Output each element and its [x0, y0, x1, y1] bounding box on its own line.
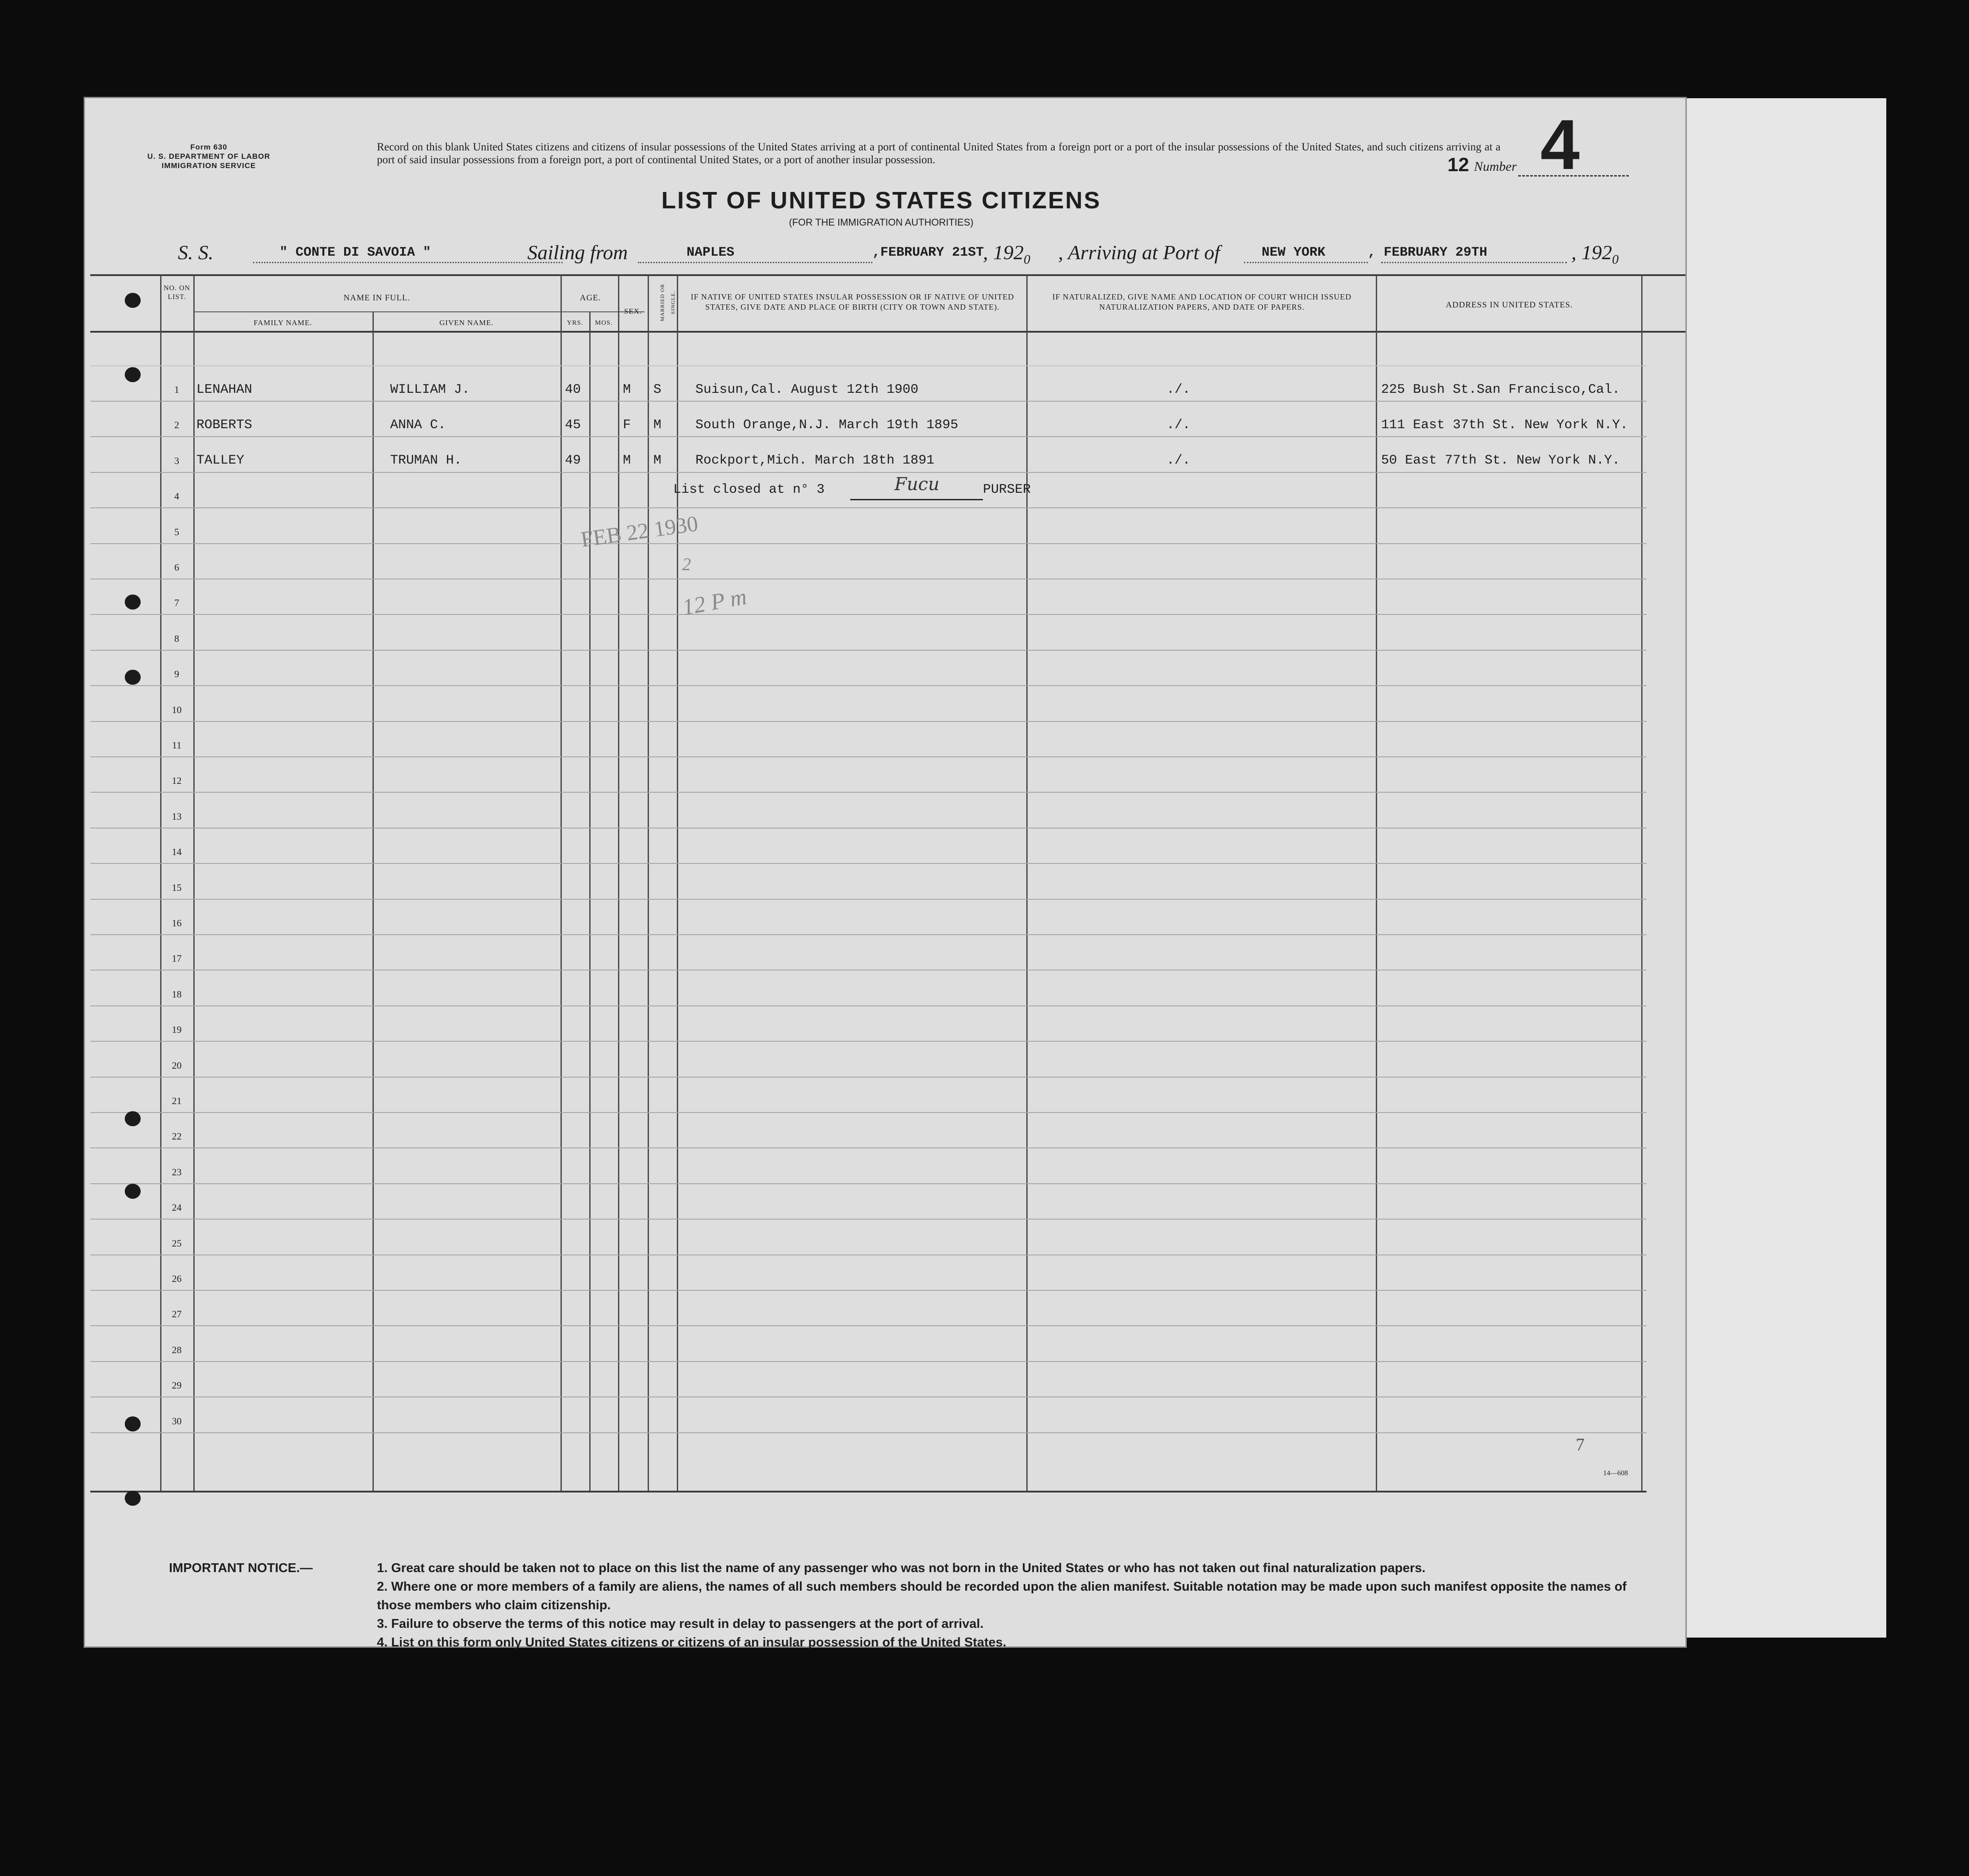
- header-family-name: FAMILY NAME.: [253, 318, 312, 327]
- sailing-label: Sailing from: [527, 241, 628, 264]
- row-line: [90, 1005, 1647, 1006]
- col-line-sex: [618, 275, 619, 1491]
- notice-item: 3. Failure to observe the terms of this notice may result in delay to passengers at the port of arrival.: [377, 1617, 984, 1631]
- header-sex: SEX.: [624, 307, 642, 315]
- department-name: U. S. DEPARTMENT OF LABOR: [147, 152, 270, 161]
- birth-info: South Orange,N.J. March 19th 1895: [695, 418, 959, 433]
- list-number-value: 4: [1540, 105, 1580, 184]
- instructions-text: Record on this blank United States citizens and citizens of insular possessions of the United States arriving at a port of continental United States from a foreign port or a port of the insular possessions of the United States, and such citizens arriving at a port of said insular possessions from a foreign port, a port of continental United States, or a port of another insular possession.: [377, 141, 1501, 166]
- manifest-page: [85, 98, 1685, 1650]
- row-line: [90, 614, 1647, 615]
- row-line: [90, 365, 1647, 366]
- row-number: 13: [172, 810, 182, 822]
- row-line: [90, 1077, 1647, 1078]
- header-birth: IF NATIVE OF UNITED STATES INSULAR POSSESSION OR IF NATIVE OF UNITED STATES, GIVE DATE AND PLACE OF BIRTH (CITY OR TOWN AND STATE).: [691, 292, 1014, 311]
- punch-hole: [125, 293, 141, 308]
- row-number: 27: [172, 1308, 182, 1320]
- col-line-address: [1376, 275, 1377, 1491]
- punch-hole: [125, 670, 141, 685]
- us-address: 50 East 77th St. New York N.Y.: [1381, 453, 1620, 468]
- row-number: 26: [172, 1273, 182, 1284]
- row-number: 2: [174, 419, 179, 431]
- row-number: 9: [174, 668, 179, 680]
- col-line-married: [648, 275, 649, 1491]
- ship-name-line: [253, 262, 563, 263]
- row-line: [90, 401, 1647, 402]
- row-number: 30: [172, 1415, 182, 1427]
- sailing-year-suffix: 0: [1024, 252, 1030, 267]
- row-number: 16: [172, 917, 182, 928]
- arrival-year-prefix: , 192: [1571, 241, 1612, 264]
- arrival-year-suffix: 0: [1612, 252, 1619, 267]
- birth-info: Rockport,Mich. March 18th 1891: [695, 453, 935, 468]
- row-number: 8: [174, 633, 179, 644]
- row-number: 22: [172, 1131, 182, 1142]
- age-years: 45: [565, 418, 581, 433]
- row-number: 12: [172, 775, 182, 786]
- punch-hole: [125, 367, 141, 382]
- row-number: 17: [172, 953, 182, 964]
- header-no-on-list: NO. ON LIST.: [163, 284, 191, 301]
- age-years: 49: [565, 453, 581, 468]
- header-mos: MOS.: [595, 319, 613, 326]
- col-line-birth: [677, 275, 678, 1491]
- row-number: 6: [174, 562, 179, 573]
- punch-hole: [125, 1491, 141, 1506]
- punch-hole: [125, 1184, 141, 1199]
- row-number: 29: [172, 1380, 182, 1391]
- sailing-port-line: [638, 262, 872, 263]
- sailing-port: NAPLES: [687, 245, 735, 260]
- date-stamp: FEB 22 1930: [579, 510, 700, 552]
- row-number: 25: [172, 1237, 182, 1249]
- notice-item: 2. Where one or more members of a family are aliens, the names of all such members should be recorded upon the alien manifest. Suitable notation may be made upon such manifest opposite the names of those members who claim citizenship.: [377, 1580, 1627, 1612]
- row-line: [90, 507, 1647, 508]
- row-line: [90, 721, 1647, 722]
- col-line-mos: [589, 311, 591, 1491]
- row-line: [90, 1361, 1647, 1362]
- sex: F: [623, 418, 631, 433]
- row-number: 19: [172, 1024, 182, 1036]
- row-number: 7: [174, 597, 179, 609]
- naturalization-info: ./.: [1167, 453, 1191, 468]
- row-number: 21: [172, 1095, 182, 1106]
- ship-name: " CONTE DI SAVOIA ": [280, 245, 431, 260]
- notice-item: 1. Great care should be taken not to place on this list the name of any passenger who was not born in the United States or who has not taken out final naturalization papers.: [377, 1561, 1426, 1575]
- header-naturalized: IF NATURALIZED, GIVE NAME AND LOCATION OF COURT WHICH ISSUED NATURALIZATION PAPERS, AND DATE OF PAPERS.: [1052, 292, 1352, 311]
- header-yrs: YRS.: [567, 319, 583, 326]
- row-number: 1: [174, 384, 179, 395]
- row-number: 5: [174, 526, 179, 537]
- punch-hole: [125, 595, 141, 610]
- arriving-label: , Arriving at Port of: [1058, 241, 1220, 264]
- header-married-single: MARRIED OR SINGLE.: [659, 284, 676, 322]
- list-number-prefix: 12: [1447, 154, 1469, 176]
- arrival-date: , FEBRUARY 29TH: [1368, 245, 1488, 260]
- col-line-naturalized: [1026, 275, 1028, 1491]
- col-line-given: [372, 311, 374, 1491]
- row-line: [90, 1396, 1647, 1397]
- sex: M: [623, 382, 631, 397]
- list-number: [1447, 105, 1642, 187]
- notice-item: 4. List on this form only United States citizens or citizens of an insular possession of the United States.: [377, 1635, 1006, 1650]
- row-line: [90, 1147, 1647, 1148]
- given-name: WILLIAM J.: [390, 382, 470, 397]
- margin-note: 7: [1576, 1435, 1585, 1454]
- header-bottom-rule: [90, 331, 1685, 333]
- arrival-date-line: [1381, 262, 1567, 263]
- sailing-year-prefix: , 192: [983, 241, 1024, 264]
- row-line: [90, 1219, 1647, 1220]
- form-number: Form 630: [190, 143, 227, 151]
- family-name: ROBERTS: [196, 418, 253, 433]
- marital-status: M: [653, 418, 662, 433]
- header-age: AGE.: [580, 293, 601, 303]
- row-number: 10: [172, 704, 182, 715]
- birth-info: Suisun,Cal. August 12th 1900: [695, 382, 919, 397]
- col-line-right: [1641, 275, 1643, 1491]
- given-name: ANNA C.: [390, 418, 446, 433]
- marital-status: M: [653, 453, 662, 468]
- form-identifier: [138, 142, 280, 170]
- age-header-divider: [563, 311, 622, 312]
- given-name: TRUMAN H.: [390, 453, 462, 468]
- pencil-note: 2: [682, 554, 691, 574]
- age-years: 40: [565, 382, 581, 397]
- row-line: [90, 934, 1647, 935]
- punch-hole: [125, 1111, 141, 1126]
- row-number: 24: [172, 1202, 182, 1213]
- service-name: IMMIGRATION SERVICE: [161, 161, 256, 170]
- arrival-port: NEW YORK: [1262, 245, 1326, 260]
- row-number: 11: [172, 740, 182, 751]
- ship-label: S. S.: [178, 241, 214, 264]
- notice-list: [377, 1559, 1651, 1652]
- row-line: [90, 1041, 1647, 1042]
- naturalization-info: ./.: [1167, 418, 1191, 433]
- row-number: 23: [172, 1166, 182, 1178]
- page-title: LIST OF UNITED STATES CITIZENS: [661, 187, 1101, 214]
- table-top-rule: [90, 274, 1685, 276]
- row-line: [90, 756, 1647, 757]
- row-number: 15: [172, 882, 182, 893]
- row-number: 28: [172, 1344, 182, 1355]
- back-sheet: [1672, 98, 1886, 1638]
- family-name: TALLEY: [196, 453, 245, 468]
- page-subtitle: (FOR THE IMMIGRATION AUTHORITIES): [789, 217, 974, 228]
- row-line: [90, 970, 1647, 971]
- punch-hole: [125, 1416, 141, 1431]
- header-given-name: GIVEN NAME.: [439, 318, 494, 327]
- purser-signature-line: [850, 499, 983, 500]
- pencil-note: 12 P m: [680, 584, 749, 621]
- row-line: [90, 828, 1647, 829]
- row-line: [90, 863, 1647, 864]
- edition-mark: 14—608: [1603, 1469, 1628, 1477]
- list-closed-note: List closed at n° 3: [673, 482, 825, 497]
- row-line: [90, 1112, 1647, 1113]
- row-number: 20: [172, 1059, 182, 1071]
- table-bottom-rule: [90, 1491, 1647, 1492]
- row-number: 4: [174, 491, 179, 502]
- sailing-date: ,FEBRUARY 21ST: [872, 245, 984, 260]
- col-line-family: [193, 275, 195, 1491]
- us-address: 225 Bush St.San Francisco,Cal.: [1381, 382, 1620, 397]
- row-line: [90, 685, 1647, 686]
- header-name-in-full: NAME IN FULL.: [343, 293, 411, 303]
- row-line: [90, 1325, 1647, 1326]
- list-number-label: Number: [1474, 159, 1517, 174]
- row-number: 3: [174, 455, 179, 466]
- family-name: LENAHAN: [196, 382, 253, 397]
- sex: M: [623, 453, 631, 468]
- row-line: [90, 543, 1647, 544]
- sailing-year: [983, 241, 1030, 267]
- purser-signature: Fucu: [894, 474, 940, 495]
- row-line: [90, 792, 1647, 793]
- row-line: [90, 899, 1647, 900]
- row-line: [90, 436, 1647, 437]
- header-address: ADDRESS IN UNITED STATES.: [1446, 300, 1573, 310]
- row-line: [90, 1183, 1647, 1184]
- arrival-port-line: [1244, 262, 1368, 263]
- row-number: 18: [172, 988, 182, 1000]
- row-line: [90, 650, 1647, 651]
- col-line-yrs: [560, 275, 562, 1491]
- marital-status: S: [653, 382, 662, 397]
- us-address: 111 East 37th St. New York N.Y.: [1381, 418, 1628, 433]
- naturalization-info: ./.: [1167, 382, 1191, 397]
- arrival-year: [1571, 241, 1619, 267]
- row-line: [90, 472, 1647, 473]
- row-number: 14: [172, 846, 182, 858]
- row-line: [90, 1432, 1647, 1433]
- purser-label: PURSER: [983, 482, 1031, 497]
- notice-label: IMPORTANT NOTICE.—: [169, 1561, 313, 1575]
- row-line: [90, 1290, 1647, 1291]
